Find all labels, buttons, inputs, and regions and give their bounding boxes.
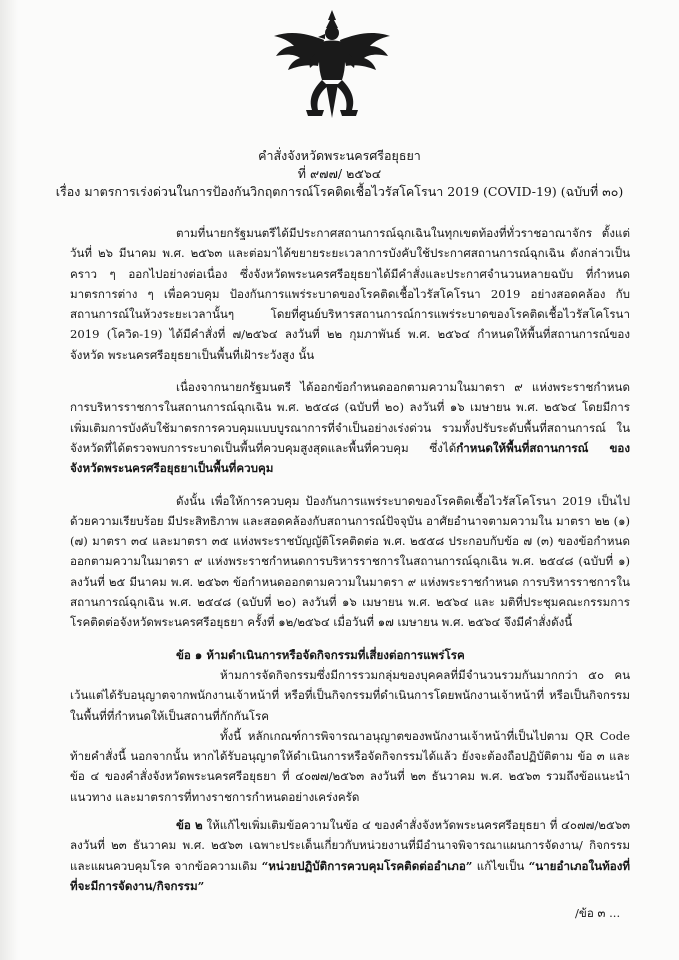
reason-text: เนื่องจากนายกรัฐมนตรี ได้ออกข้อกำหนดออกตามความในมาตรา ๙ แห่งพระราชกำหนด การบริหารราชการในสถานการณ์ฉุกเฉิน พ.ศ. ๒๕๔๘ (ฉบับที่ ๒๐) ลงวันที่ ๑๖ เมษายน พ.ศ. ๒๕๖๔ โดยมีการเพิ่มเติมการบังคับใช้มาตรการควบคุมแบบบูรณาการที่จำเป็นอย่างเร่งด่วน รวมทั้งปรับระดับพื้นที่สถานการณ์ ในจังหวัดที่ได้ตรวจพบการระบาดเป็นพื้นที่ควบคุมสูงสุดและพื้นที่ควบคุม ซึ่งได้ [70, 380, 630, 455]
paragraph-authority: ดังนั้น เพื่อให้การควบคุม ป้องกันการแพร่ระบาดของโรคติดเชื้อไวรัสโคโรนา 2019 เป็นไปด้วยความเรียบร้อย มีประสิทธิภาพ และสอดคล้องกับสถานการณ์ปัจจุบัน อาศัยอำนาจตามความใน มาตรา ๒๒ (๑) (๗) มาตรา ๓๔ และมาตรา ๓๕ แห่งพระราชบัญญัติโรคติดต่อ พ.ศ. ๒๕๕๘ ประกอบกับข้อ ๗ (๓) ของข้อกำหนดออกตามความในมาตรา ๙ แห่งพระราชกำหนดการบริหารราชการในสถานการณ์ฉุกเฉิน พ.ศ. ๒๕๔๘ (ฉบับที่ ๑) ลงวันที่ ๒๕ มีนาคม พ.ศ. ๒๕๖๓ ข้อกำหนดออกตามความในมาตรา ๙ แห่งพระราชกำหนด การบริหารราชการในสถานการณ์ฉุกเฉิน พ.ศ. ๒๕๔๘ (ฉบับที่ ๒๐) ลงวันที่ ๑๖ เมษายน พ.ศ. ๒๕๖๔ และ มติที่ประชุมคณะกรรมการโรคติดต่อจังหวัดพระนครศรีอยุธยา ครั้งที่ ๑๒/๒๕๖๔ เมื่อวันที่ ๑๗ เมษายน พ.ศ. ๒๕๖๔ จึงมีคำสั่งดังนี้ [70, 493, 630, 630]
clause-1-criteria: ทั้งนี้ หลักเกณฑ์การพิจารณาอนุญาตของพนักงานเจ้าหน้าที่เป็นไปตาม QR Code ท้ายคำสั่งนี้ นอกจากนั้น หากได้รับอนุญาตให้ดำเนินการหรือจัดกิจกรรมได้แล้ว ยังจะต้องถือปฏิบัติตาม ข้อ ๓ และข้อ ๔ ของคำสั่งจังหวัดพระนครศรีอยุธยา ที่ ๔๐๗๗/๒๕๖๓ ลงวันที่ ๒๓ ธันวาคม พ.ศ. ๒๕๖๓ รวมถึงข้อแนะนำ แนวทาง และมาตรการที่ทางราชการกำหนดอย่างเคร่งครัด [70, 728, 630, 804]
clause-2-text: ให้แก้ไขเพิ่มเติมข้อความในข้อ ๔ ของคำสั่งจังหวัดพระนครศรีอยุธยา ที่ ๔๐๗๗/๒๕๖๓ ลงวันที่ ๒๓ ธันวาคม พ.ศ. ๒๕๖๓ เฉพาะประเด็นเกี่ยวกับหน่วยงานที่มีอำนาจพิจารณาแผนการจัดงาน/ กิจกรรม และแผนควบคุมโรค จากข้อความเดิม [70, 818, 631, 873]
clause-2-old-text: “หน่วยปฏิบัติการควบคุมโรคติดต่ออำเภอ” [261, 858, 473, 873]
clause-2 [70, 815, 630, 896]
clause-2-replace-word: แก้ไขเป็น [476, 858, 525, 873]
clause-2-new-text: “นายอำเภอในท้องที่ที่จะมีการจัดงาน/กิจกรรม” [70, 858, 631, 893]
garuda-emblem-icon [268, 6, 396, 126]
document-body [70, 223, 630, 896]
next-page-marker: /ข้อ ๓ ... [575, 906, 621, 920]
paragraph-reason [70, 377, 630, 478]
scan-edge-shadow [0, 0, 18, 960]
paragraph-background: ตามที่นายกรัฐมนตรีได้มีประกาศสถานการณ์ฉุกเฉินในทุกเขตท้องที่ทั่วราชอาณาจักร ตั้งแต่วันที่ ๒๖ มีนาคม พ.ศ. ๒๕๖๓ และต่อมาได้ขยายระยะเวลาการบังคับใช้ประกาศสถานการณ์ฉุกเฉิน ดังกล่าวเป็นคราว ๆ ออกไปอย่างต่อเนื่อง ซึ่งจังหวัดพระนครศรีอยุธยาได้มีคำสั่งและประกาศจำนวนหลายฉบับ ที่กำหนดมาตรการต่าง ๆ เพื่อควบคุม ป้องกันการแพร่ระบาดของโรคติดเชื้อไวรัสโคโรนา 2019 อย่างสอดคล้อง กับสถานการณ์ในห้วงระยะเวลานั้นๆ โดยที่ศูนย์บริหารสถานการณ์การแพร่ระบาดของโรคติดเชื้อไวรัสโคโรนา 2019 (โควิด-19) ได้มีคำสั่งที่ ๗/๒๕๖๔ ลงวันที่ ๒๒ กุมภาพันธ์ พ.ศ. ๒๕๖๔ กำหนดให้พื้นที่สถานการณ์ของจังหวัด พระนครศรีอยุธยาเป็นพื้นที่เฝ้าระวังสูง นั้น [70, 226, 630, 362]
order-title: คำสั่งจังหวัดพระนครศรีอยุธยา [258, 148, 421, 163]
clause-1-heading: ข้อ ๑ ห้ามดำเนินการหรือจัดกิจกรรมที่เสี่ยงต่อการแพร่โรค [176, 647, 465, 662]
clause-1-prohibition: ห้ามการจัดกิจกรรมซึ่งมีการรวมกลุ่มของบุคคลที่มีจำนวนรวมกันมากกว่า ๕๐ คน เว้นแต่ได้รับอนุญาตจากพนักงานเจ้าหน้าที่ หรือที่เป็นกิจกรรมที่ดำเนินการโดยพนักงานเจ้าหน้าที่ หรือเป็นกิจกรรมในพื้นที่ที่กำหนดให้เป็นสถานที่กักกันโรค [70, 667, 630, 723]
clause-2-heading: ข้อ ๒ [176, 818, 203, 833]
reason-emphasis: กำหนดให้พื้นที่สถานการณ์ ของจังหวัดพระนครศรีอยุธยาเป็นพื้นที่ควบคุม [70, 440, 630, 476]
order-subject: เรื่อง มาตรการเร่งด่วนในการป้องกันวิกฤตการณ์โรคติดเชื้อไวรัสโคโรนา 2019 (COVID-19) (ฉบับที่ ๓๐) [55, 184, 624, 199]
order-number: ที่ ๙๗๗/ ๒๕๖๔ [297, 166, 382, 181]
